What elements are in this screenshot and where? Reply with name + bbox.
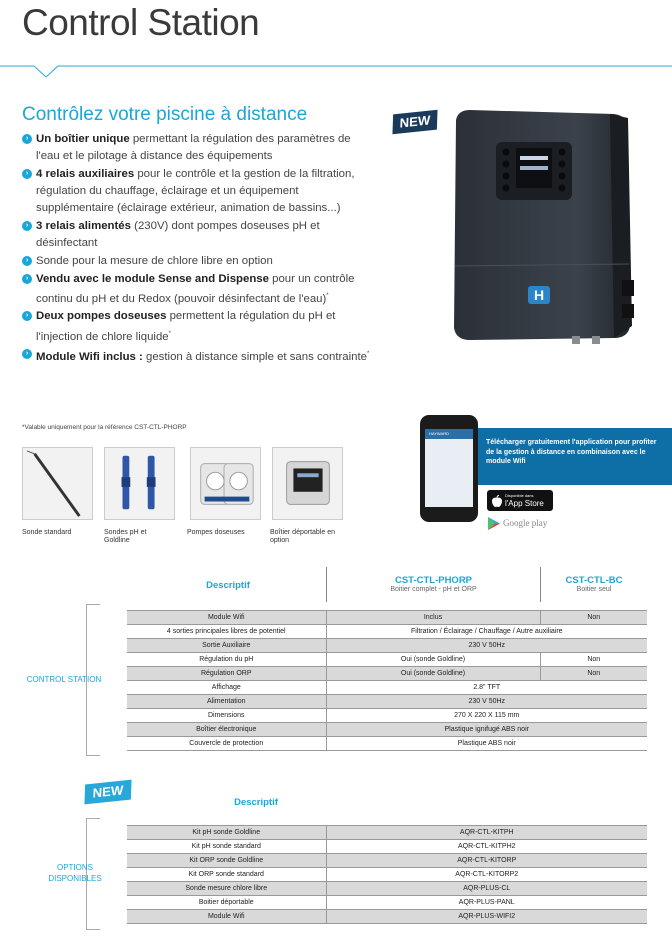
table-cell-label: Boîtier électronique xyxy=(127,723,326,737)
col3-title: CST-CTL-BC xyxy=(565,575,623,586)
feature-text: pour le contrôle et la gestion de la filtration, régulation du chauffage, éclairage et un équipement supplémentaire (éclairage extérieur, animation de bassins...) xyxy=(36,167,355,215)
table-cell-bc: Non xyxy=(540,611,647,625)
footnote-marker: * xyxy=(367,351,370,358)
google-play-button[interactable] xyxy=(487,515,562,533)
table-cell-label: Kit pH sonde Goldline xyxy=(127,826,326,840)
svg-text:H: H xyxy=(533,287,545,303)
table-cell-label: Sortie Auxiliaire xyxy=(127,639,326,653)
table-cell-label: Alimentation xyxy=(127,695,326,709)
col3-subtitle: Boitier seul xyxy=(576,586,612,593)
table-row xyxy=(127,723,647,737)
table-row xyxy=(127,667,647,681)
feature-list xyxy=(22,131,377,367)
table-row xyxy=(127,737,647,751)
feature-bold: Deux pompes doseuses xyxy=(36,310,167,323)
table-row xyxy=(127,882,647,896)
feature-item xyxy=(22,218,377,252)
table-row xyxy=(127,826,647,840)
section-label-control-station: CONTROL STATION xyxy=(26,675,102,684)
bullet-arrow-icon: › xyxy=(22,311,32,321)
footnote: *Valable uniquement pour la référence CST-CTL-PHORP xyxy=(22,424,187,431)
feature-text: permettent la régulation du pH et l'injection de chlore liquide xyxy=(36,310,336,343)
table-row xyxy=(127,653,647,667)
feature-item xyxy=(22,308,377,345)
control-station-device-image xyxy=(442,108,642,348)
feature-item xyxy=(22,253,377,270)
probe-icon xyxy=(22,447,93,520)
table-cell-phorp: Oui (sonde Goldline) xyxy=(326,653,540,667)
table-cell-reference: AQR-CTL-KITORP2 xyxy=(326,868,647,882)
google-play-label: Google play xyxy=(503,518,548,528)
specs-table xyxy=(127,610,647,751)
table-cell-bc: Non xyxy=(540,653,647,667)
feature-bold: Un boîtier unique xyxy=(36,133,130,145)
table-cell-label: Kit ORP sonde Goldline xyxy=(127,854,326,868)
section-label-options xyxy=(40,862,110,884)
feature-bold: Vendu avec le module Sense and Dispense xyxy=(36,272,269,285)
feature-item xyxy=(22,166,377,218)
table-row xyxy=(127,709,647,723)
table-cell-bc: Non xyxy=(540,667,647,681)
table-row xyxy=(127,639,647,653)
feature-item xyxy=(22,271,377,308)
table-cell-shared: Plastique ABS noir xyxy=(326,737,647,751)
appstore-small-label: Disponible dans xyxy=(505,493,534,498)
feature-item xyxy=(22,346,377,366)
footnote-marker: * xyxy=(326,292,329,299)
table-cell-label: Kit pH sonde standard xyxy=(127,840,326,854)
thumb-caption: Boîtier déportable en option xyxy=(270,529,335,544)
options-table xyxy=(127,825,647,924)
table-cell-shared: 230 V 50Hz xyxy=(326,639,647,653)
thumb-caption: Sonde standard xyxy=(22,529,72,536)
table-row xyxy=(127,896,647,910)
feature-text: Sonde pour la mesure de chlore libre en option xyxy=(36,254,273,267)
feature-text: permettant la régulation des paramètres de l'eau et le pilotage à distance des équipements xyxy=(36,133,351,163)
table-cell-reference: AQR-CTL-KITORP xyxy=(326,854,647,868)
table-cell-label: Dimensions xyxy=(127,709,326,723)
table-cell-label: Régulation ORP xyxy=(127,667,326,681)
table-row xyxy=(127,695,647,709)
table-row xyxy=(127,910,647,924)
table-cell-shared: 2.8" TFT xyxy=(326,681,647,695)
options-label-line2: DISPONIBLES xyxy=(48,874,102,883)
options-label-line1: OPTIONS xyxy=(56,863,93,872)
table-cell-label: Kit ORP sonde standard xyxy=(127,868,326,882)
table-row xyxy=(127,611,647,625)
table-cell-shared: Plastique ignifugé ABS noir xyxy=(326,723,647,737)
table-row xyxy=(127,854,647,868)
new-badge-options: NEW xyxy=(84,780,131,805)
appstore-label: l'App Store xyxy=(505,499,544,508)
table-cell-shared: 230 V 50Hz xyxy=(326,695,647,709)
apple-icon xyxy=(492,495,502,507)
app-promo-banner xyxy=(470,428,672,485)
table-cell-reference: AQR-PLUS-PANL xyxy=(326,896,647,910)
feature-item xyxy=(22,131,377,165)
table-cell-label: Sonde mesure chlore libre xyxy=(127,882,326,896)
table-row xyxy=(127,840,647,854)
new-badge: NEW xyxy=(392,110,437,134)
table-cell-label: Affichage xyxy=(127,681,326,695)
feature-text: (230V) dont pompes doseuses pH et désinfectant xyxy=(36,220,320,250)
table-cell-reference: AQR-PLUS-WIFI2 xyxy=(326,910,647,924)
remote-panel-icon xyxy=(272,447,343,520)
table-cell-label: Module Wifi xyxy=(127,611,326,625)
table-cell-shared: Filtration / Éclairage / Chauffage / Autre auxiliaire xyxy=(326,625,647,639)
bullet-arrow-icon: › xyxy=(22,256,32,266)
bullet-arrow-icon: › xyxy=(22,349,32,359)
footnote-marker: * xyxy=(168,330,171,337)
smartphone-image xyxy=(420,415,478,522)
thumb-caption: Sondes pH et Goldline xyxy=(104,529,147,544)
table-cell-shared: 270 X 220 X 115 mm xyxy=(326,709,647,723)
table-cell-label: Module Wifi xyxy=(127,910,326,924)
page-title: Control Station xyxy=(22,2,260,43)
bullet-arrow-icon: › xyxy=(22,274,32,284)
table-row xyxy=(127,681,647,695)
pump-icon xyxy=(190,447,261,520)
phone-brand: HAYWARD xyxy=(429,431,449,436)
header-divider xyxy=(0,64,672,78)
feature-text: pour un contrôle continu du pH et du Redox (pouvoir désinfectant de l'eau) xyxy=(36,272,355,305)
bullet-arrow-icon: › xyxy=(22,221,32,231)
feature-bold: 3 relais alimentés xyxy=(36,220,131,233)
table-cell-label: Couvercle de protection xyxy=(127,737,326,751)
table1-col2-header xyxy=(327,575,540,593)
feature-bold: 4 relais auxiliaires xyxy=(36,167,135,180)
app-promo-text: Télécharger gratuitement l'application pour profiter de la gestion à distance en combinaison avec le module Wifi xyxy=(486,439,657,465)
table1-col3-header xyxy=(541,575,647,593)
feature-bold: Module Wifi inclus : xyxy=(36,350,143,363)
col2-title: CST-CTL-PHORP xyxy=(394,575,473,586)
table-cell-reference: AQR-CTL-KITPH xyxy=(326,826,647,840)
bullet-arrow-icon: › xyxy=(22,169,32,179)
table-cell-reference: AQR-PLUS-CL xyxy=(326,882,647,896)
table1-header-descriptif: Descriptif xyxy=(206,580,250,591)
subtitle: Contrôlez votre piscine à distance xyxy=(22,104,308,125)
feature-text: gestion à distance simple et sans contrainte xyxy=(142,350,367,363)
thumb-caption: Pompes doseuses xyxy=(187,529,245,536)
google-play-icon xyxy=(488,517,500,530)
table-cell-label: 4 sorties principales libres de potentiel xyxy=(127,625,326,639)
app-store-button[interactable] xyxy=(487,490,553,511)
table2-header-descriptif: Descriptif xyxy=(234,797,278,808)
table-row xyxy=(127,625,647,639)
table-row xyxy=(127,868,647,882)
table-cell-label: Régulation du pH xyxy=(127,653,326,667)
bullet-arrow-icon: › xyxy=(22,134,32,144)
table-cell-phorp: Inclus xyxy=(326,611,540,625)
table-cell-phorp: Oui (sonde Goldline) xyxy=(326,667,540,681)
col2-subtitle: Boitier complet - pH et ORP xyxy=(390,586,477,593)
table-cell-label: Boitier déportable xyxy=(127,896,326,910)
probes-icon xyxy=(104,447,175,520)
table-cell-reference: AQR-CTL-KITPH2 xyxy=(326,840,647,854)
